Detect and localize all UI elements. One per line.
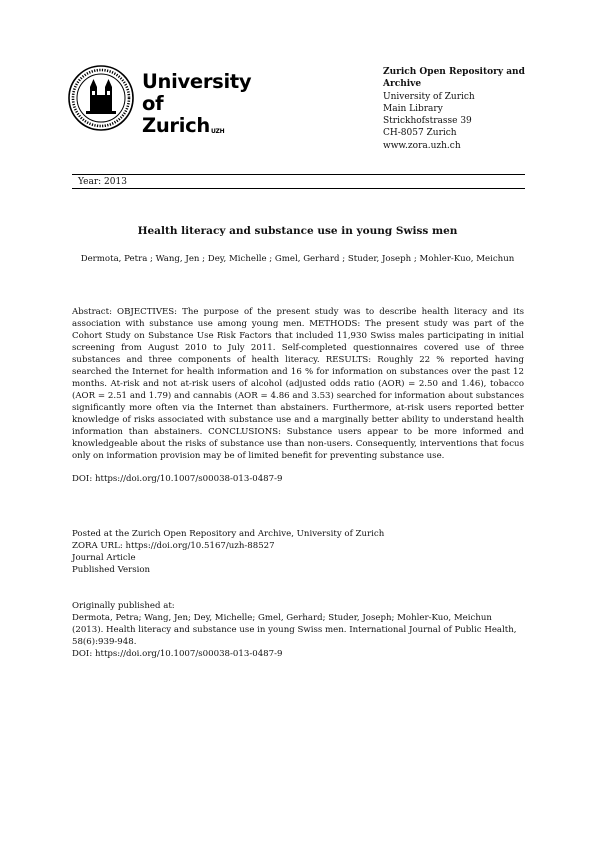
university-logo <box>68 65 252 137</box>
university-name-line2 <box>142 115 251 137</box>
top-divider <box>72 174 525 175</box>
citation-doi-link[interactable]: DOI: https://doi.org/10.1007/s00038-013-0487-9 <box>72 649 283 659</box>
university-name-zurich: Zurich <box>142 114 210 137</box>
posting-info <box>72 528 384 576</box>
publication-type: Journal Article <box>72 553 136 563</box>
website-link[interactable]: www.zora.uzh.ch <box>383 140 461 151</box>
abstract-text: Abstract: OBJECTIVES: The purpose of the present study was to describe health literacy and its association with substance use among young men. METHODS: The present study was part of the Cohort Study on Substance Use Risk Factors that included 11,930 Swiss males participating in initial screening from August 2010 to July 2011. Self-completed questionnaires covered use of three substances and three components of health literacy. RESULTS: Roughly 22 % reported having searched the Internet for health information and 16 % for information on substances over the past 12 months. At-risk and not at-risk users of alcohol (adjusted odds ratio (AOR) = 2.50 and 1.46), tobacco (AOR = 2.51 and 1.79) and cannabis (AOR = 4.86 and 3.53) searched for information about substances significantly more often via the Internet than abstainers. Furthermore, at-risk users reported better knowledge of risks associated with substance use and a marginally better ability to understand health information than abstainers. CONCLUSIONS: Substance users appear to be more informed and knowledgeable about the risks of substance use than non-users. Consequently, interventions that focus only on information provision may be of limited benefit for preventing substance use. <box>72 307 524 461</box>
repository-address <box>383 66 533 152</box>
citation-text: Dermota, Petra; Wang, Jen; Dey, Michelle; Gmel, Gerhard; Studer, Joseph; Mohler-Kuo, Meichun (2013). Health literacy and substance use in young Swiss men. International Journal of Public Health, 58(6):939-948. <box>72 613 517 647</box>
university-wordmark <box>142 71 251 137</box>
posted-at-line: Posted at the Zurich Open Repository and Archive, University of Zurich <box>72 529 385 539</box>
authors-line: Dermota, Petra ; Wang, Jen ; Dey, Michelle ; Gmel, Gerhard ; Studer, Joseph ; Mohler-Kuo, Meichun <box>80 254 515 264</box>
address-line: Main Library <box>383 103 443 114</box>
paper-title: Health literacy and substance use in young Swiss men <box>137 225 458 237</box>
original-publication <box>72 600 524 660</box>
address-line: University of Zurich <box>383 91 475 102</box>
uzh-superscript: UZH <box>210 128 225 135</box>
university-name-line1: University of <box>142 70 252 115</box>
address-line: CH-8057 Zurich <box>383 128 457 139</box>
repository-name: Zurich Open Repository and Archive <box>383 67 525 90</box>
doi-link[interactable]: DOI: https://doi.org/10.1007/s00038-013-0487-9 <box>72 474 283 484</box>
address-line: Strickhofstrasse 39 <box>383 116 472 127</box>
originally-heading: Originally published at: <box>72 601 175 611</box>
publication-version: Published Version <box>72 565 151 575</box>
zora-url-link[interactable]: ZORA URL: https://doi.org/10.5167/uzh-88527 <box>72 541 275 551</box>
university-seal-icon <box>68 65 134 131</box>
year-label: Year: 2013 <box>78 177 127 187</box>
year-divider <box>72 188 525 189</box>
